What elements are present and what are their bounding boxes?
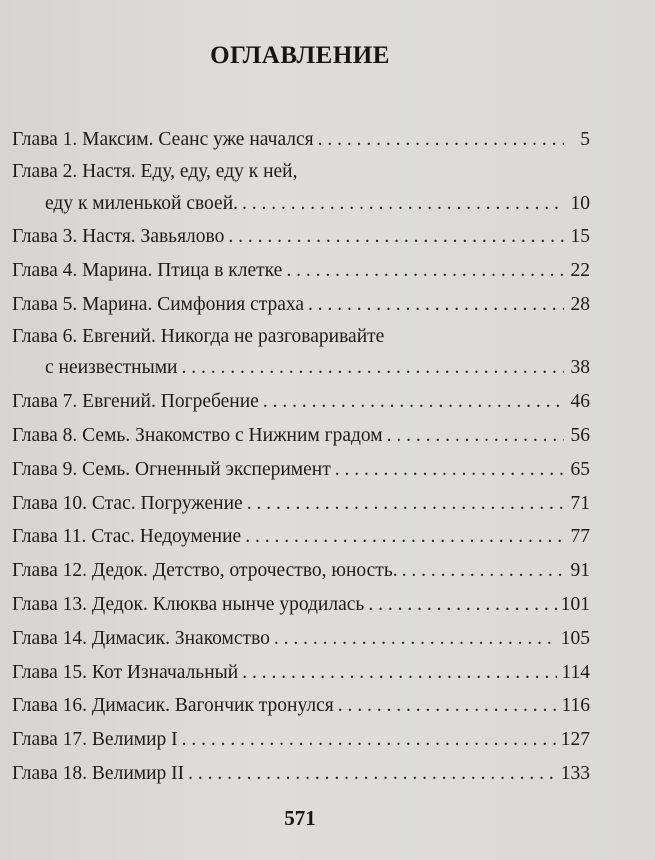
dot-leader [228,220,564,254]
toc-entry [12,288,590,322]
toc-entry-line [12,723,590,757]
toc-entry [12,419,590,453]
toc-entry-page: 133 [560,762,590,784]
toc-entry-title: Глава 1. Максим. Сеанс уже начался [12,129,314,150]
toc-entry-page: 15 [570,226,590,248]
dot-leader [402,554,564,588]
toc-entry [12,689,590,723]
toc-entry-page: 46 [570,391,590,413]
toc-entry-title: Глава 13. Дедок. Клюква нынче уродилась [12,593,365,615]
toc-entry-line [12,588,590,622]
dot-leader [245,520,564,554]
toc-entry-line [12,487,590,521]
toc-entry-title: Глава 8. Семь. Знакомство с Нижним градом [12,424,383,446]
dot-leader [242,187,564,221]
toc-entry-line [12,757,590,791]
toc-entry-line [12,656,590,690]
toc-entry [12,554,590,588]
toc-entry-title-line: Глава 2. Настя. Еду, еду, еду к ней, [12,160,298,182]
toc-entry-page: 10 [570,192,590,214]
toc-entry-line [12,419,590,453]
toc-entry-title: Глава 4. Марина. Птица в клетке [12,260,283,282]
toc-entry-page: 116 [561,695,590,717]
toc-entry-page: 71 [570,492,590,514]
page-title: ОГЛАВЛЕНИЕ [210,42,390,69]
dot-leader [368,588,556,622]
toc-entry-page: 77 [570,526,590,548]
toc-entry-title: Глава 11. Стас. Недоумение [12,526,242,548]
toc-entry-title: Глава 18. Велимир II [12,762,185,784]
table-of-contents [12,123,590,791]
toc-entry-page: 5 [580,129,590,150]
toc-entry-line [12,554,590,588]
toc-entry-line [12,351,590,385]
toc-entry-page: 38 [570,357,590,379]
toc-entry [12,588,590,622]
toc-entry-page: 105 [560,627,590,649]
toc-entry-title: Глава 14. Димасик. Знакомство [12,627,270,649]
dot-leader [182,723,557,757]
toc-entry [12,757,590,791]
toc-entry-line [12,520,590,554]
toc-entry-page: 91 [570,560,590,582]
toc-entry-page: 22 [570,260,590,282]
toc-entry-page: 28 [570,293,590,315]
dot-leader [335,453,564,487]
dot-leader [188,757,557,791]
toc-entry [12,656,590,690]
toc-entry [12,487,590,521]
dot-leader [247,487,564,521]
dot-leader [318,123,564,157]
toc-entry-title-line: Глава 6. Евгений. Никогда не разговаривайте [12,325,385,347]
toc-entry [12,123,590,157]
toc-entry-line [12,622,590,656]
toc-entry-title: Глава 15. Кот Изначальный [12,661,239,683]
toc-entry-line [12,288,590,322]
toc-entry-title: Глава 17. Велимир I [12,729,178,751]
dot-leader [274,622,557,656]
toc-entry [12,520,590,554]
dot-leader [338,689,558,723]
toc-entry-title: Глава 7. Евгений. Погребение [12,391,259,413]
dot-leader [387,419,564,453]
dot-leader [263,385,564,419]
toc-entry-title: Глава 16. Димасик. Вагончик тронулся [12,695,334,717]
page-number: 571 [284,806,316,830]
toc-entry-line [12,385,590,419]
toc-entry [12,322,590,386]
toc-entry-page: 127 [560,729,590,751]
toc-entry [12,622,590,656]
toc-entry [12,254,590,288]
toc-entry-line [12,254,590,288]
toc-entry-title: с неизвестными [45,357,178,379]
toc-entry [12,385,590,419]
toc-entry-title: Глава 3. Настя. Завьялово [12,226,225,248]
toc-entry-line [12,453,590,487]
toc-entry-title: Глава 12. Дедок. Детство, отрочество, юность. [12,560,398,582]
toc-entry-line [12,123,590,157]
toc-entry [12,220,590,254]
toc-entry-line [12,187,590,221]
toc-entry-title: Глава 10. Стас. Погружение [12,492,243,514]
toc-entry-title: Глава 5. Марина. Симфония страха [12,293,305,315]
toc-entry-title: еду к миленькой своей. [45,192,239,214]
dot-leader [308,288,564,322]
toc-entry-page: 56 [570,424,590,446]
toc-entry-page: 101 [560,593,590,615]
toc-entry-title: Глава 9. Семь. Огненный эксперимент [12,458,331,480]
toc-entry [12,453,590,487]
toc-entry [12,723,590,757]
toc-entry [12,157,590,221]
dot-leader [286,254,564,288]
dot-leader [242,656,557,690]
toc-entry-line [12,689,590,723]
toc-entry-page: 114 [561,661,590,683]
dot-leader [181,351,564,385]
toc-entry-page: 65 [570,458,590,480]
toc-entry-line [12,220,590,254]
